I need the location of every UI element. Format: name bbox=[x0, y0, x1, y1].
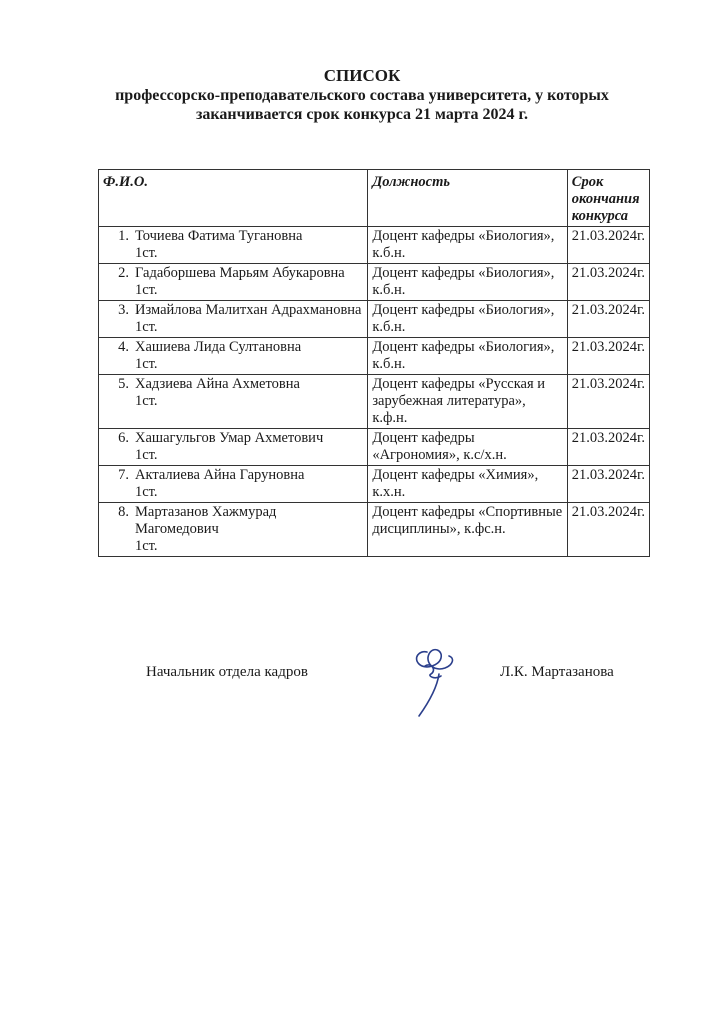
employee-name: Акталиева Айна Гаруновна bbox=[135, 467, 305, 483]
document-subtitle: профессорско-преподавательского состава университета, у которых заканчивается срок конкурса 21 марта 2024 г. bbox=[115, 87, 609, 123]
employee-name: Гадаборшева Марьям Абукаровна bbox=[135, 265, 345, 281]
document-header bbox=[0, 66, 724, 124]
deadline-cell: 21.03.2024г. bbox=[567, 503, 649, 557]
employee-rate: 1ст. bbox=[135, 282, 158, 298]
deadline-cell: 21.03.2024г. bbox=[567, 227, 649, 264]
footer-signatory: Л.К. Мартазанова bbox=[500, 664, 614, 680]
deadline-cell: 21.03.2024г. bbox=[567, 375, 649, 429]
row-number: 4. bbox=[118, 339, 129, 355]
deadline-cell: 21.03.2024г. bbox=[567, 429, 649, 466]
footer-role: Начальник отдела кадров bbox=[146, 664, 308, 680]
position-cell: Доцент кафедры «Биология», к.б.н. bbox=[368, 301, 567, 338]
position-cell: Доцент кафедры «Агрономия», к.с/х.н. bbox=[368, 429, 567, 466]
table-body bbox=[99, 227, 650, 557]
column-header-deadline: Срок окончания конкурса bbox=[567, 170, 649, 227]
employee-rate: 1ст. bbox=[135, 447, 158, 463]
table-row bbox=[99, 466, 650, 503]
employee-rate: 1ст. bbox=[135, 393, 158, 409]
employee-name: Хашиева Лида Султановна bbox=[135, 339, 302, 355]
employee-rate: 1ст. bbox=[135, 319, 158, 335]
fio-cell bbox=[99, 301, 368, 338]
employee-name: Измайлова Малитхан Адрахмановна bbox=[135, 302, 362, 318]
table-header-row bbox=[99, 170, 650, 227]
table-row bbox=[99, 338, 650, 375]
table-row bbox=[99, 429, 650, 466]
position-cell: Доцент кафедры «Биология», к.б.н. bbox=[368, 264, 567, 301]
table-row bbox=[99, 227, 650, 264]
column-header-fio: Ф.И.О. bbox=[99, 170, 368, 227]
table-row bbox=[99, 503, 650, 557]
position-cell: Доцент кафедры «Русская и зарубежная литература», к.ф.н. bbox=[368, 375, 567, 429]
fio-cell bbox=[99, 375, 368, 429]
employee-name: Хадзиева Айна Ахметовна bbox=[135, 376, 300, 392]
row-number: 3. bbox=[118, 302, 129, 318]
fio-cell bbox=[99, 503, 368, 557]
fio-cell bbox=[99, 429, 368, 466]
document-title: СПИСОК bbox=[323, 66, 401, 85]
deadline-cell: 21.03.2024г. bbox=[567, 466, 649, 503]
employee-rate: 1ст. bbox=[135, 484, 158, 500]
signature-image bbox=[405, 636, 465, 720]
row-number: 5. bbox=[118, 376, 129, 392]
employee-name: Мартазанов Хажмурад Магомедович bbox=[135, 504, 277, 537]
table-row bbox=[99, 301, 650, 338]
employee-rate: 1ст. bbox=[135, 245, 158, 261]
row-number: 8. bbox=[118, 504, 129, 520]
employee-name: Точиева Фатима Тугановна bbox=[135, 228, 303, 244]
position-cell: Доцент кафедры «Биология», к.б.н. bbox=[368, 227, 567, 264]
fio-cell bbox=[99, 338, 368, 375]
employee-rate: 1ст. bbox=[135, 356, 158, 372]
staff-table bbox=[98, 169, 650, 557]
fio-cell bbox=[99, 466, 368, 503]
row-number: 6. bbox=[118, 430, 129, 446]
row-number: 7. bbox=[118, 467, 129, 483]
deadline-cell: 21.03.2024г. bbox=[567, 301, 649, 338]
position-cell: Доцент кафедры «Биология», к.б.н. bbox=[368, 338, 567, 375]
row-number: 1. bbox=[118, 228, 129, 244]
fio-cell bbox=[99, 227, 368, 264]
table-row bbox=[99, 264, 650, 301]
fio-cell bbox=[99, 264, 368, 301]
row-number: 2. bbox=[118, 265, 129, 281]
column-header-position: Должность bbox=[368, 170, 567, 227]
deadline-cell: 21.03.2024г. bbox=[567, 264, 649, 301]
position-cell: Доцент кафедры «Спортивные дисциплины», к.фс.н. bbox=[368, 503, 567, 557]
employee-rate: 1ст. bbox=[135, 538, 158, 554]
position-cell: Доцент кафедры «Химия», к.х.н. bbox=[368, 466, 567, 503]
deadline-cell: 21.03.2024г. bbox=[567, 338, 649, 375]
employee-name: Хашагульгов Умар Ахметович bbox=[135, 430, 324, 446]
table-row bbox=[99, 375, 650, 429]
